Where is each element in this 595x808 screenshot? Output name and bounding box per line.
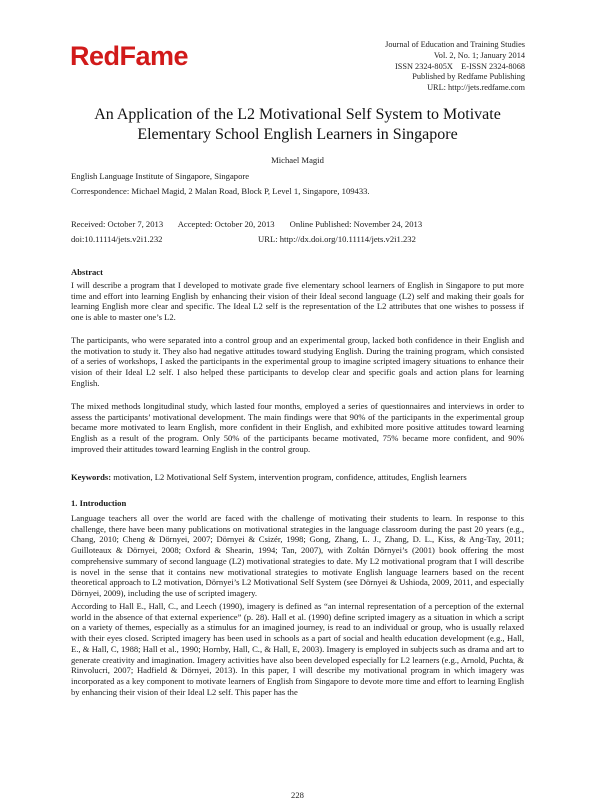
- doi: doi:10.11114/jets.v2i1.232: [71, 234, 163, 244]
- journal-volume: Vol. 2, No. 1; January 2014: [433, 50, 525, 60]
- journal-publisher: Published by Redfame Publishing: [412, 72, 525, 82]
- journal-info: [385, 40, 525, 94]
- abstract-heading: Abstract: [71, 267, 103, 277]
- publication-dates: [71, 219, 422, 229]
- logo-red: Red: [70, 41, 120, 71]
- body-paragraph: According to Hall E., Hall, C., and Leech (1990), imagery is defined as “an internal representation of a perception of the external world in the absence of that external experience” (p. 28). Hall et al. (1990) define scripted imagery as a situation in which a script on a variety of themes, especially as a stimulus for an imagined journey, is read to an individual or group, who is usually relaxed with their eyes closed. Scripted imagery has been used in schools as a part of social and health education development (e.g., Hall, E., & Hall, C, 1988; Hall et al., 1990; Hornby, Hall, C., & Hall, E, 2003). Imagery is employed in subjects such as drama and art to generate creativity and imagination. Imagery activities have also been developed especially for L2 learners (e.g., Arnold, Puchta, & Rinvolucri, 2007; Hadfield & Dörnyei, 2013). In this paper, I will describe my motivational program in which imagery was incorporated as a key component to motivate learners of English from Singapore to devote more time and effort to learning English by enhancing their vision of their Ideal L2 self. This paper has the: [71, 601, 524, 697]
- doi-line: [71, 234, 416, 244]
- abstract-paragraph: The participants, who were separated into a control group and an experimental group, lacked both confidence in their English and the motivation to study it. They also had negative attitudes toward studying English. During the training program, which consisted of a series of workshops, I asked the participants in the experimental group to imagine scripted imagery situations to enhance their vision of their Ideal L2 self. I also helped these participants to develop clear and specific goals and action plans for learning English.: [71, 335, 524, 388]
- body-paragraph: Language teachers all over the world are faced with the challenge of motivating their students to learn. In response to this challenge, there have been many publications on motivational strategies in the language classroom during the past 20 years (e.g., Chang, 2010; Cheng & Dörnyei, 2007; Dörnyei & Csizér, 1998; Gong, Zhang, L. J., Zhang, D. L., Kiss, & Ang-Tay, 2011; Guilloteaux & Dörnyei, 2008; Oxford & Shearin, 1994; Tan, 2007), with Zoltán Dörnyei’s (2001) book offering the most comprehensive summary of second language (L2) motivational strategies to date. My L2 motivational program that I will describe is novel in the sense that it contains new motivational strategies to motivate English language learners based on the recent theoretical approach to L2 motivation, Dörnyei’s L2 Motivational Self System (see Dörnyei & Ushioda, 2009, 2011, and especially Dörnyei, 2009), including the use of scripted imagery.: [71, 513, 524, 598]
- paper-title: An Application of the L2 Motivational Self System to Motivate Elementary School English Learners in Singapore: [94, 106, 501, 143]
- page-number: 228: [291, 790, 304, 800]
- abstract-paragraph: I will describe a program that I developed to motivate grade five elementary school learners of English in Singapore to put more time and effort into learning English by enhancing their vision of their Ideal second language (L2) self and making their goals for learning English more clear and specific. The Ideal L2 self is the representation of the L2 attributes that one wishes to possess if one is able to master one’s L2.: [71, 280, 524, 323]
- keywords-text: motivation, L2 Motivational Self System, intervention program, confidence, attitudes, English learners: [113, 472, 467, 482]
- keywords-label: Keywords:: [71, 472, 112, 482]
- correspondence: Correspondence: Michael Magid, 2 Malan Road, Block P, Level 1, Singapore, 109433.: [71, 186, 370, 196]
- author-name: Michael Magid: [271, 155, 324, 165]
- journal-issn: ISSN 2324-805X E-ISSN 2324-8068: [395, 61, 525, 71]
- logo-fame: Fame: [119, 41, 189, 71]
- keywords: [71, 472, 524, 483]
- received-date: Received: October 7, 2013: [71, 219, 164, 229]
- section-heading: 1. Introduction: [71, 498, 127, 508]
- journal-name: Journal of Education and Training Studies: [385, 40, 525, 49]
- accepted-date: Accepted: October 20, 2013: [177, 219, 275, 229]
- abstract-paragraph: The mixed methods longitudinal study, which lasted four months, employed a series of questionnaires and interviews in order to assess the participants’ motivational development. The main findings were that 90% of the participants in the experimental group became more motivated to learn English, more confident in their English, and exhibited more positive attitudes toward learning English as a result of the program. Only 50% of the participants became motivated, 75% became more confident, and 90% improved their attitudes toward learning English in the control group.: [71, 401, 524, 454]
- doi-url[interactable]: URL: http://dx.doi.org/10.11114/jets.v2i1.232: [258, 234, 416, 244]
- published-date: Online Published: November 24, 2013: [289, 219, 423, 229]
- journal-url: URL: http://jets.redfame.com: [427, 83, 525, 93]
- redfame-logo: [70, 43, 188, 70]
- author-affiliation: English Language Institute of Singapore, Singapore: [71, 171, 250, 181]
